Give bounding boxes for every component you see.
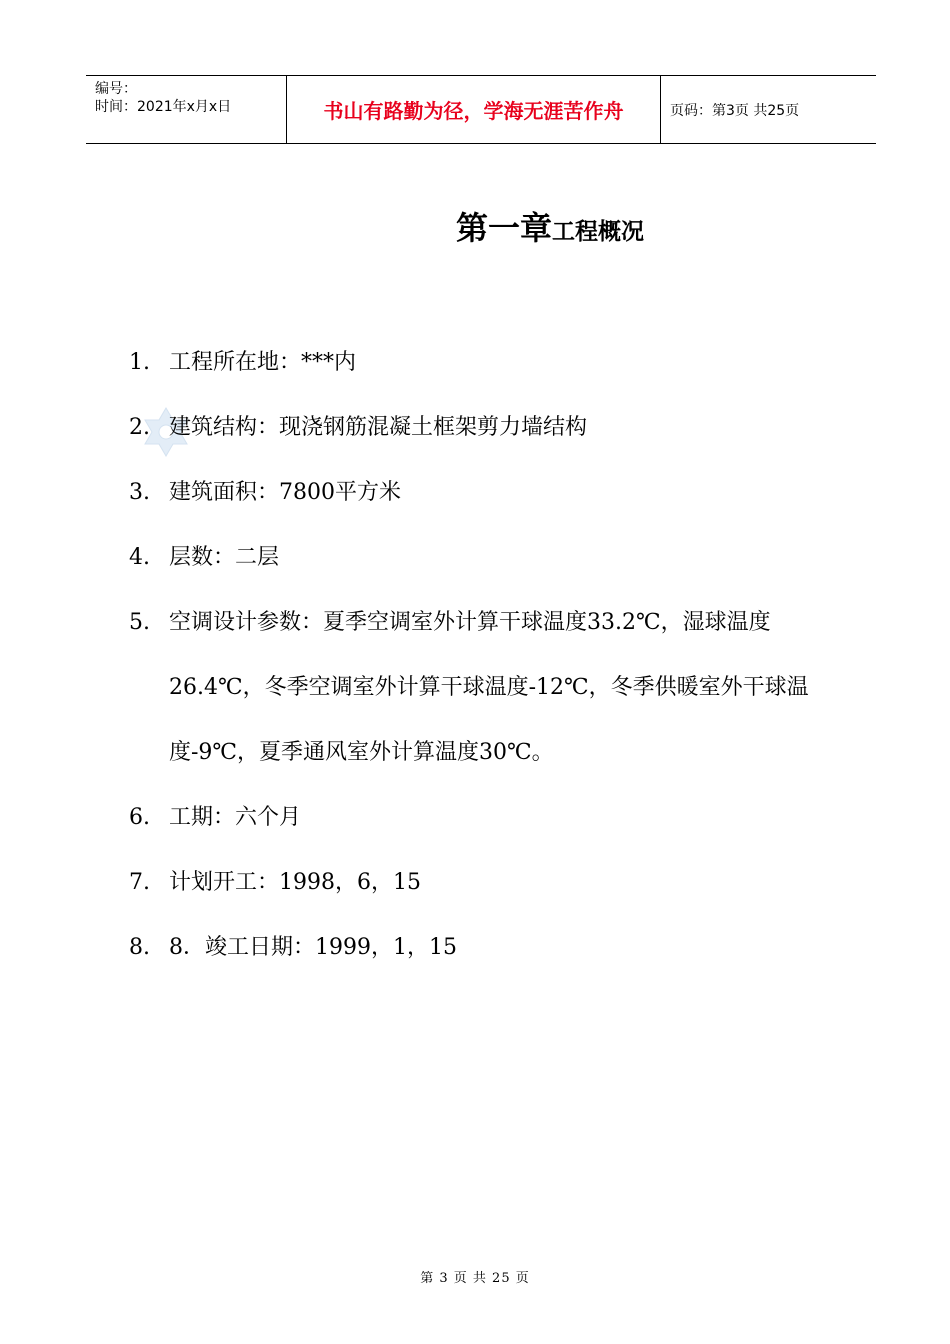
list-item-text: 8．竣工日期：1999，1，15 [169,935,457,960]
chapter-title [0,203,950,249]
header-time-label: 时间：2021年x月x日 [95,99,232,115]
chapter-title-text: 工程概况 [552,219,644,245]
list-item [129,395,849,460]
list-item-number: 8. [129,935,150,960]
header-number-label: 编号： [95,81,137,97]
list-item-text: 计划开工：1998，6，15 [169,870,421,895]
list-item-text: 空调设计参数：夏季空调室外计算干球温度33.2℃，湿球温度26.4℃，冬季空调室外计算干球温度-12℃，冬季供暖室外干球温度-9℃，夏季通风室外计算温度30℃。 [169,610,809,765]
list-item [129,590,849,785]
list-item-number: 4. [129,545,150,570]
list-item-text: 建筑结构：现浇钢筋混凝土框架剪力墙结构 [169,415,588,440]
list-item-number: 3. [129,480,150,505]
list-item [129,785,849,850]
list-item-number: 1. [129,350,150,375]
list-item [129,525,849,590]
page-footer: 第 3 页 共 25 页 [420,1271,530,1286]
header-table [86,75,876,144]
list-item [129,460,849,525]
list-item-text: 工程所在地：***内 [169,350,357,375]
overview-list [129,330,849,980]
list-item [129,915,849,980]
list-item-number: 7. [129,870,150,895]
list-item-number: 5. [129,610,150,635]
list-item-text: 层数：二层 [169,545,280,570]
list-item-number: 6. [129,805,150,830]
header-motto: 书山有路勤为径，学海无涯苦作舟 [287,76,661,143]
list-item-text: 工期：六个月 [169,805,302,830]
list-item-text: 建筑面积：7800平方米 [169,480,401,505]
header-page-label: 页码：第3页 共25页 [670,102,800,119]
list-item-number: 2. [129,415,150,440]
list-item [129,330,849,395]
header-left-cell [86,76,287,143]
chapter-title-number: 第一章 [455,209,552,247]
list-item [129,850,849,915]
